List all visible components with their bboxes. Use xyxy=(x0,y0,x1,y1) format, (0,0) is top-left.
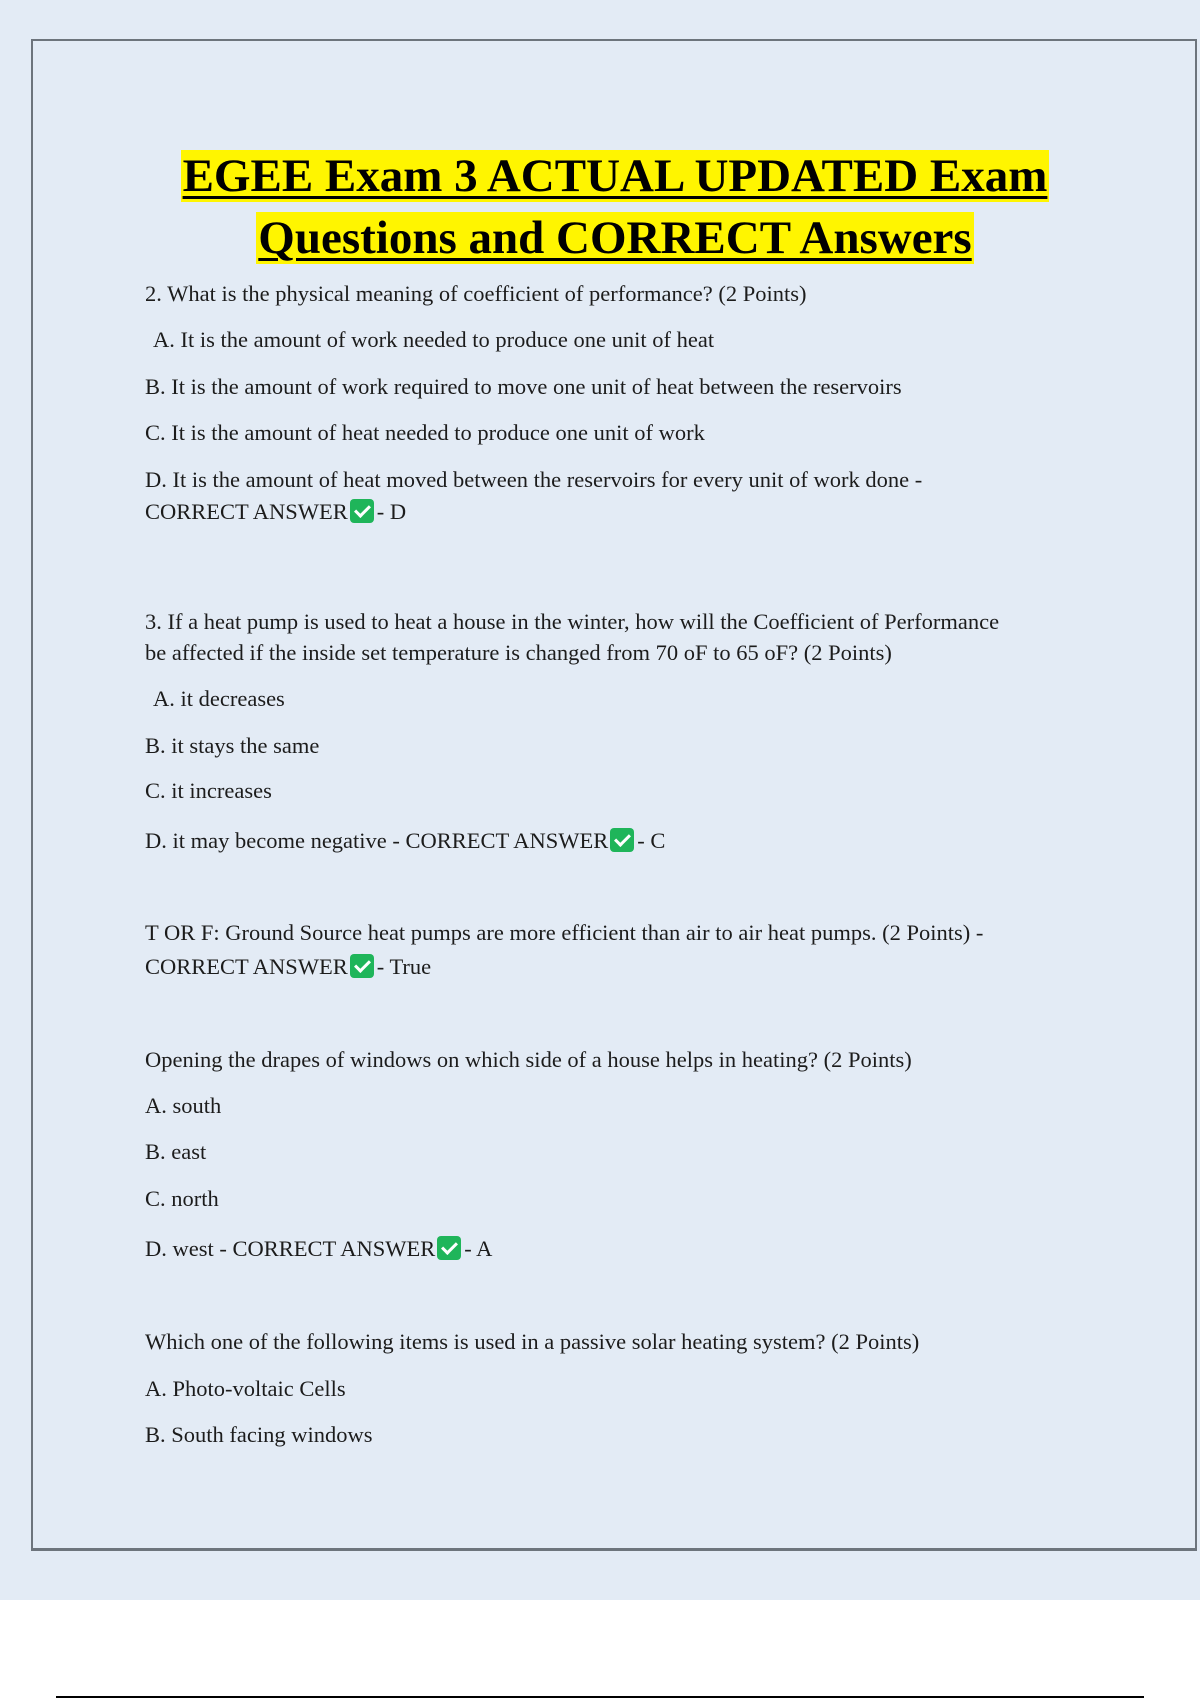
tf-answer-label: CORRECT ANSWER xyxy=(145,954,348,979)
tf-answer xyxy=(145,952,431,982)
solar-option-a: A. Photo-voltaic Cells xyxy=(145,1376,346,1401)
title-line-2: Questions and CORRECT Answers xyxy=(258,212,972,264)
q3-option-a: A. it decreases xyxy=(153,686,285,711)
check-box-icon xyxy=(350,499,374,523)
q3-option-c: C. it increases xyxy=(145,778,272,803)
q3-option-d-text: D. it may become negative - CORRECT ANSWER xyxy=(145,828,609,853)
document-title xyxy=(32,145,1198,269)
drapes-answer-value: - A xyxy=(464,1236,493,1261)
footer-rule xyxy=(56,1696,1144,1698)
q3-option-d xyxy=(145,826,665,856)
solar-question: Which one of the following items is used in a passive solar heating system? (2 Points) xyxy=(145,1329,920,1354)
check-box-icon xyxy=(437,1236,461,1260)
tf-answer-value: - True xyxy=(376,954,432,979)
drapes-option-a: A. south xyxy=(145,1093,222,1118)
drapes-question: Opening the drapes of windows on which side of a house helps in heating? (2 Points) xyxy=(145,1047,912,1072)
check-box-icon xyxy=(350,954,374,978)
q2-option-d: D. It is the amount of heat moved between the reservoirs for every unit of work done - xyxy=(145,467,923,492)
drapes-option-b: B. east xyxy=(145,1139,207,1164)
q2-option-a: A. It is the amount of work needed to produce one unit of heat xyxy=(153,327,715,352)
q2-option-b: B. It is the amount of work required to move one unit of heat between the reservoirs xyxy=(145,374,902,399)
q2-answer-value: - D xyxy=(376,499,407,524)
q2-question: 2. What is the physical meaning of coefficient of performance? (2 Points) xyxy=(145,281,807,306)
q3-question-line-2: be affected if the inside set temperature is changed from 70 oF to 65 oF? (2 Points) xyxy=(145,640,892,665)
title-line-1: EGEE Exam 3 ACTUAL UPDATED Exam xyxy=(182,150,1048,202)
check-box-icon xyxy=(610,828,634,852)
q3-question-line-1: 3. If a heat pump is used to heat a house in the winter, how will the Coefficient of Performance xyxy=(145,609,1000,634)
drapes-option-d-text: D. west - CORRECT ANSWER xyxy=(145,1236,436,1261)
drapes-option-d xyxy=(145,1234,492,1264)
q2-option-c: C. It is the amount of heat needed to produce one unit of work xyxy=(145,420,705,445)
q2-answer xyxy=(145,497,406,527)
solar-option-b: B. South facing windows xyxy=(145,1422,373,1447)
q3-option-b: B. it stays the same xyxy=(145,733,320,758)
tf-question: T OR F: Ground Source heat pumps are more efficient than air to air heat pumps. (2 Points) - xyxy=(145,920,984,945)
q2-answer-label: CORRECT ANSWER xyxy=(145,499,348,524)
q3-answer-value: - C xyxy=(637,828,666,853)
drapes-option-c: C. north xyxy=(145,1186,219,1211)
